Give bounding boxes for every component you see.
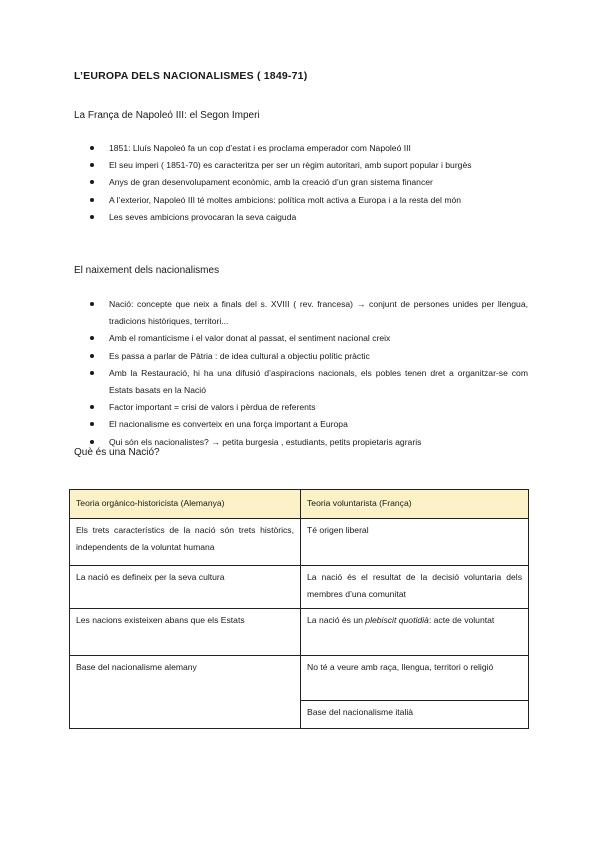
bullet-icon bbox=[90, 215, 94, 219]
table-header-organic: Teoria orgànico-historicista (Alemanya) bbox=[70, 490, 301, 519]
table-cell: No té a veure amb raça, llengua, territori o religió bbox=[301, 656, 529, 701]
table-header-voluntarist: Teoria voluntarista (França) bbox=[301, 490, 529, 519]
emphasis-text: plebiscit quotidià bbox=[365, 615, 429, 626]
table-cell: La nació es defineix per la seva cultura bbox=[70, 566, 301, 609]
table-cell: Base del nacionalisme alemany bbox=[70, 656, 301, 729]
bullet-icon bbox=[90, 440, 94, 444]
nationalisms-list bbox=[74, 296, 528, 451]
list-item: Factor important = crisi de valors i pèrdua de referents bbox=[74, 399, 528, 416]
table-row bbox=[70, 566, 529, 609]
bullet-icon bbox=[90, 163, 94, 167]
second-empire-list bbox=[74, 140, 528, 226]
bullet-icon bbox=[90, 180, 94, 184]
list-item: A l’exterior, Napoleó III té moltes ambicions: política molt activa a Europa i a la resta del món bbox=[74, 192, 528, 209]
bullet-icon bbox=[90, 146, 94, 150]
bullet-icon bbox=[90, 302, 94, 306]
bullet-icon bbox=[90, 422, 94, 426]
table-cell: La nació és un plebiscit quotidià: acte de voluntat bbox=[301, 609, 529, 656]
list-item: Amb el romanticisme i el valor donat al passat, el sentiment nacional creix bbox=[74, 330, 528, 347]
table-cell: Els trets característics de la nació són trets històrics, independents de la voluntat humana bbox=[70, 519, 301, 566]
bullet-icon bbox=[90, 198, 94, 202]
table-cell: Base del nacionalisme italià bbox=[301, 701, 529, 729]
bullet-icon bbox=[90, 336, 94, 340]
list-item: El nacionalisme es converteix en una força important a Europa bbox=[74, 416, 528, 433]
bullet-icon bbox=[90, 405, 94, 409]
list-item: El seu imperi ( 1851-70) es caracteritza per ser un règim autoritari, amb suport popular i burgès bbox=[74, 157, 528, 174]
bullet-icon bbox=[90, 354, 94, 358]
table-row bbox=[70, 609, 529, 656]
list-item: 1851: Lluís Napoleó fa un cop d’estat i es proclama emperador com Napoleó III bbox=[74, 140, 528, 157]
section-heading-second-empire: La França de Napoleó III: el Segon Imperi bbox=[74, 110, 260, 121]
list-item: Nació: concepte que neix a finals del s. XVIII ( rev. francesa) → conjunt de persones unides per llengua, tradicions històriques, territori... bbox=[74, 296, 528, 330]
section-heading-nation: Què és una Nació? bbox=[74, 447, 160, 458]
table-row bbox=[70, 656, 529, 701]
table-cell: La nació és el resultat de la decisió voluntaria dels membres d’una comunitat bbox=[301, 566, 529, 609]
list-item: Es passa a parlar de Pàtria : de idea cultural a objectiu polític pràctic bbox=[74, 348, 528, 365]
list-item: Qui són els nacionalistes? → petita burgesia , estudiants, petits propietaris agraris bbox=[74, 434, 528, 451]
table-cell: Les nacions existeixen abans que els Estats bbox=[70, 609, 301, 656]
table-header-row bbox=[70, 490, 529, 519]
table-row bbox=[70, 519, 529, 566]
list-item: Les seves ambicions provocaran la seva caiguda bbox=[74, 209, 528, 226]
bullet-icon bbox=[90, 371, 94, 375]
document-title: L’EUROPA DELS NACIONALISMES ( 1849-71) bbox=[74, 70, 308, 82]
table-cell: Té origen liberal bbox=[301, 519, 529, 566]
section-heading-nationalisms: El naixement dels nacionalismes bbox=[74, 265, 220, 276]
list-item: Amb la Restauració, hi ha una difusió d’aspiracions nacionals, els pobles tenen dret a organitzar-se com Estats basats en la Nació bbox=[74, 365, 528, 399]
nation-theories-table bbox=[69, 489, 529, 729]
list-item: Anys de gran desenvolupament econòmic, amb la creació d’un gran sistema financer bbox=[74, 174, 528, 191]
